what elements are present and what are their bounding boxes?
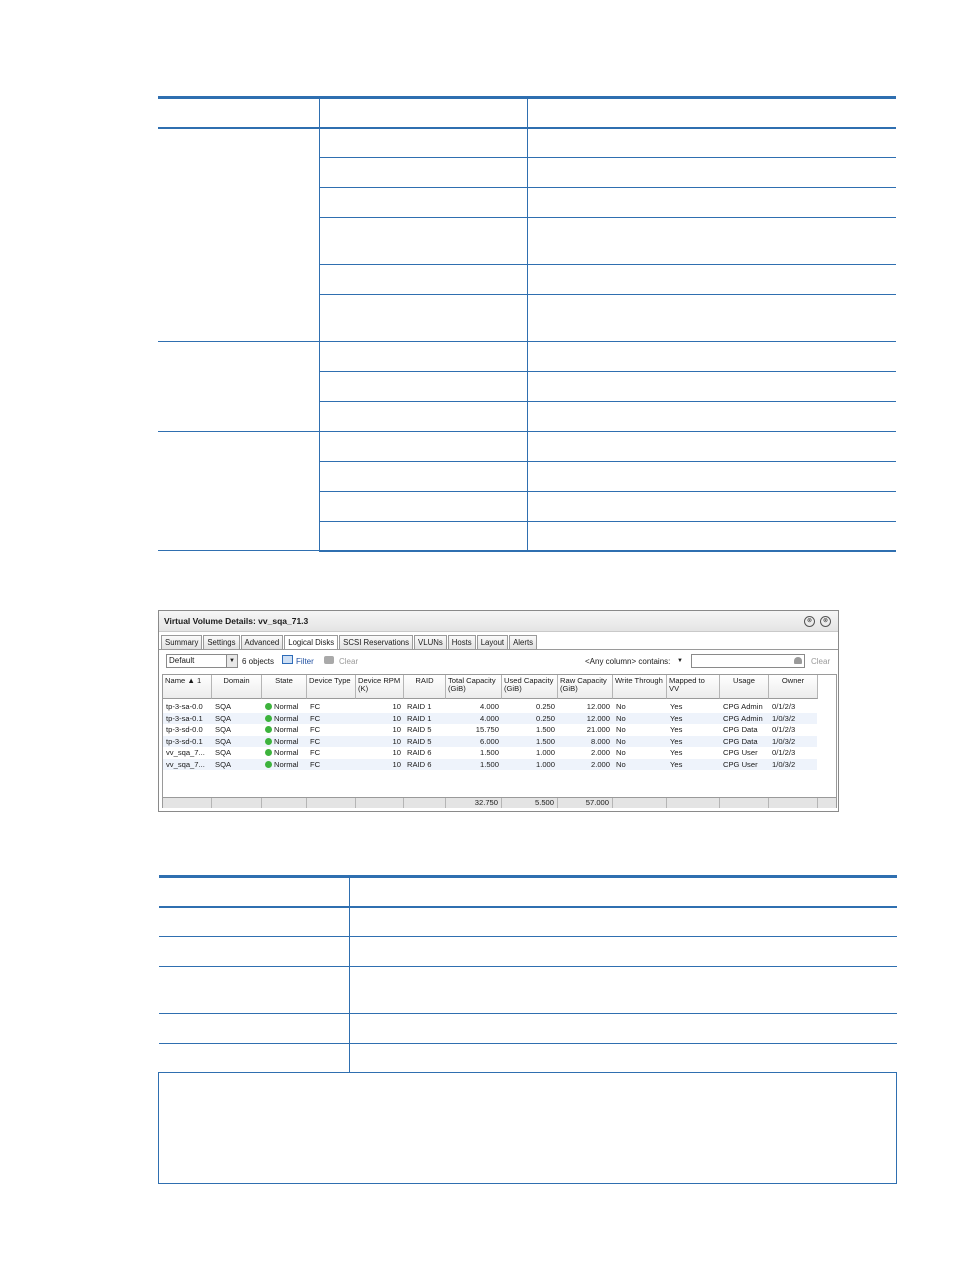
status-normal-icon (265, 738, 272, 745)
clear-filter-button[interactable]: Clear (339, 657, 359, 666)
search-clear-button[interactable]: Clear (811, 657, 831, 666)
status-normal-icon (265, 726, 272, 733)
note-box (159, 1073, 897, 1184)
cell-domain: SQA (215, 736, 232, 746)
cell-device-type: FC (310, 713, 321, 723)
tab-alerts[interactable]: Alerts (509, 635, 537, 649)
table-row[interactable] (163, 747, 817, 759)
filter-button[interactable]: Filter (296, 657, 314, 666)
search-input[interactable] (691, 654, 805, 668)
status-normal-icon (265, 703, 272, 710)
column-header-raw-capacity[interactable]: Raw Capacity (GiB) (558, 675, 613, 699)
cell-device-type: FC (310, 759, 321, 769)
column-header-state[interactable]: State (262, 675, 307, 699)
tab-scsi-reservations[interactable]: SCSI Reservations (339, 635, 413, 649)
cell-write-through: No (616, 736, 626, 746)
cell-raid: RAID 6 (407, 748, 432, 757)
view-select[interactable] (166, 654, 238, 668)
cell-state (262, 747, 307, 759)
tab-advanced[interactable]: Advanced (241, 635, 284, 649)
column-header-domain[interactable]: Domain (212, 675, 262, 699)
cell-owner: 0/1/2/3 (772, 748, 796, 757)
cell-mapped-to-vv: Yes (670, 736, 683, 746)
search-icon (794, 657, 802, 664)
column-header-total-capacity[interactable]: Total Capacity (GiB) (446, 675, 502, 699)
tab-summary[interactable]: Summary (161, 635, 202, 649)
virtual-volume-details-panel (158, 610, 839, 812)
cell-domain: SQA (215, 759, 232, 769)
cell-raid: RAID 1 (407, 713, 432, 723)
cell-total-capacity: 1.500 (479, 759, 499, 769)
cell-owner: 0/1/2/3 (772, 725, 796, 734)
panel-title: Virtual Volume Details: vv_sqa_71.3 (164, 616, 309, 626)
tab-logical-disks[interactable]: Logical Disks (284, 635, 338, 650)
close-icon[interactable]: ⊗ (820, 616, 831, 627)
cell-owner: 0/1/2/3 (772, 702, 796, 711)
cell-device-rpm: 10 (392, 748, 401, 757)
cell-raw-capacity: 12.000 (586, 702, 610, 711)
cell-state-label: Normal (274, 736, 299, 746)
cell-domain: SQA (215, 748, 232, 757)
column-header-raid[interactable]: RAID (404, 675, 446, 699)
filter-icon[interactable] (282, 655, 293, 664)
cell-device-rpm: 10 (392, 736, 401, 746)
cell-owner: 1/0/3/2 (772, 736, 796, 746)
cell-mapped-to-vv: Yes (670, 748, 683, 757)
cell-domain: SQA (215, 702, 232, 711)
scope-chevron-down-icon[interactable]: ▼ (677, 658, 683, 664)
cell-raw-capacity: 8.000 (590, 736, 610, 746)
cell-owner: 1/0/3/2 (772, 759, 796, 769)
clear-filter-icon (324, 656, 334, 664)
status-normal-icon (265, 749, 272, 756)
cell-mapped-to-vv: Yes (670, 702, 683, 711)
cell-write-through: No (616, 725, 626, 734)
cell-device-rpm: 10 (392, 713, 401, 723)
cell-mapped-to-vv: Yes (670, 713, 683, 723)
upper-description-table (158, 96, 896, 552)
cell-state-label: Normal (274, 702, 299, 711)
cell-state-label: Normal (274, 759, 299, 769)
cell-usage: CPG User (723, 748, 758, 757)
cell-mapped-to-vv: Yes (670, 725, 683, 734)
cell-raid: RAID 6 (407, 759, 432, 769)
cell-total-capacity: 4.000 (479, 713, 499, 723)
cell-raid: RAID 5 (407, 736, 432, 746)
cell-device-type: FC (310, 725, 321, 734)
cell-write-through: No (616, 702, 626, 711)
cell-raw-capacity: 2.000 (590, 759, 610, 769)
cell-raid: RAID 1 (407, 702, 432, 711)
status-normal-icon (265, 715, 272, 722)
column-header-device-rpm[interactable]: Device RPM (K) (356, 675, 404, 699)
cell-raw-capacity: 2.000 (590, 748, 610, 757)
cell-state-label: Normal (274, 713, 299, 723)
cell-device-rpm: 10 (392, 759, 401, 769)
cell-total-capacity: 6.000 (479, 736, 499, 746)
cell-state (262, 759, 307, 771)
table-row[interactable] (163, 701, 817, 713)
tab-layout[interactable]: Layout (477, 635, 508, 649)
toolbar (159, 653, 838, 669)
cell-mapped-to-vv: Yes (670, 759, 683, 769)
cell-usage: CPG Admin (723, 713, 763, 723)
cell-write-through: No (616, 748, 626, 757)
table-row[interactable] (163, 736, 817, 748)
cell-state (262, 724, 307, 736)
cell-domain: SQA (215, 725, 232, 734)
logical-disks-grid (162, 674, 837, 808)
tab-bar (161, 635, 538, 649)
column-header-usage[interactable]: Usage (720, 675, 769, 699)
cell-used-capacity: 1.000 (535, 748, 555, 757)
cell-device-type: FC (310, 748, 321, 757)
collapse-icon[interactable]: ⊗ (804, 616, 815, 627)
cell-usage: CPG Admin (723, 702, 763, 711)
column-header-used-capacity[interactable]: Used Capacity (GiB) (502, 675, 558, 699)
tab-hosts[interactable]: Hosts (448, 635, 476, 649)
panel-titlebar (159, 611, 838, 632)
cell-used-capacity: 1.500 (535, 736, 555, 746)
cell-state-label: Normal (274, 748, 299, 757)
cell-device-type: FC (310, 702, 321, 711)
cell-used-capacity: 1.500 (535, 725, 555, 734)
cell-used-capacity: 0.250 (535, 702, 555, 711)
cell-raid: RAID 5 (407, 725, 432, 734)
cell-write-through: No (616, 713, 626, 723)
cell-name: tp-3-sa-0.1 (166, 713, 203, 723)
cell-total-capacity: 15.750 (475, 725, 499, 734)
cell-total-capacity: 4.000 (479, 702, 499, 711)
table-row[interactable] (163, 724, 817, 736)
column-header-owner[interactable]: Owner (769, 675, 818, 699)
used-capacity-sum: 5.500 (502, 798, 558, 808)
cell-name: vv_sqa_7... (166, 759, 205, 769)
chevron-down-icon[interactable]: ▼ (226, 655, 237, 667)
cell-device-rpm: 10 (392, 725, 401, 734)
table-row[interactable] (163, 713, 817, 725)
tab-vluns[interactable]: VLUNs (414, 635, 447, 649)
cell-raw-capacity: 12.000 (586, 713, 610, 723)
cell-state (262, 736, 307, 748)
cell-name: vv_sqa_7... (166, 748, 205, 757)
tab-divider (159, 649, 838, 650)
column-header-mapped-to-vv[interactable]: Mapped to VV (667, 675, 720, 699)
cell-name: tp-3-sd-0.1 (166, 736, 203, 746)
raw-capacity-sum: 57.000 (558, 798, 613, 808)
cell-name: tp-3-sa-0.0 (166, 702, 203, 711)
tab-settings[interactable]: Settings (203, 635, 239, 649)
cell-state-label: Normal (274, 725, 299, 734)
cell-name: tp-3-sd-0.0 (166, 725, 203, 734)
cell-usage: CPG Data (723, 736, 758, 746)
lower-description-table (158, 875, 897, 1184)
object-count: 6 objects (242, 657, 275, 666)
cell-usage: CPG Data (723, 725, 758, 734)
cell-raw-capacity: 21.000 (586, 725, 610, 734)
cell-owner: 1/0/3/2 (772, 713, 796, 723)
total-capacity-sum: 32.750 (446, 798, 502, 808)
cell-device-type: FC (310, 736, 321, 746)
column-header-name[interactable]: Name ▲ 1 (163, 675, 212, 699)
totals-row (163, 797, 836, 808)
cell-domain: SQA (215, 713, 232, 723)
cell-used-capacity: 0.250 (535, 713, 555, 723)
table-row[interactable] (163, 759, 817, 771)
cell-used-capacity: 1.000 (535, 759, 555, 769)
status-normal-icon (265, 761, 272, 768)
cell-total-capacity: 1.500 (479, 748, 499, 757)
search-scope-select[interactable]: <Any column> contains: (585, 657, 671, 666)
view-select-value: Default (169, 656, 195, 665)
cell-usage: CPG User (723, 759, 758, 769)
cell-state (262, 701, 307, 713)
column-header-device-type[interactable]: Device Type (307, 675, 356, 699)
cell-state (262, 713, 307, 725)
cell-device-rpm: 10 (392, 702, 401, 711)
column-header-write-through[interactable]: Write Through (613, 675, 667, 699)
cell-write-through: No (616, 759, 626, 769)
